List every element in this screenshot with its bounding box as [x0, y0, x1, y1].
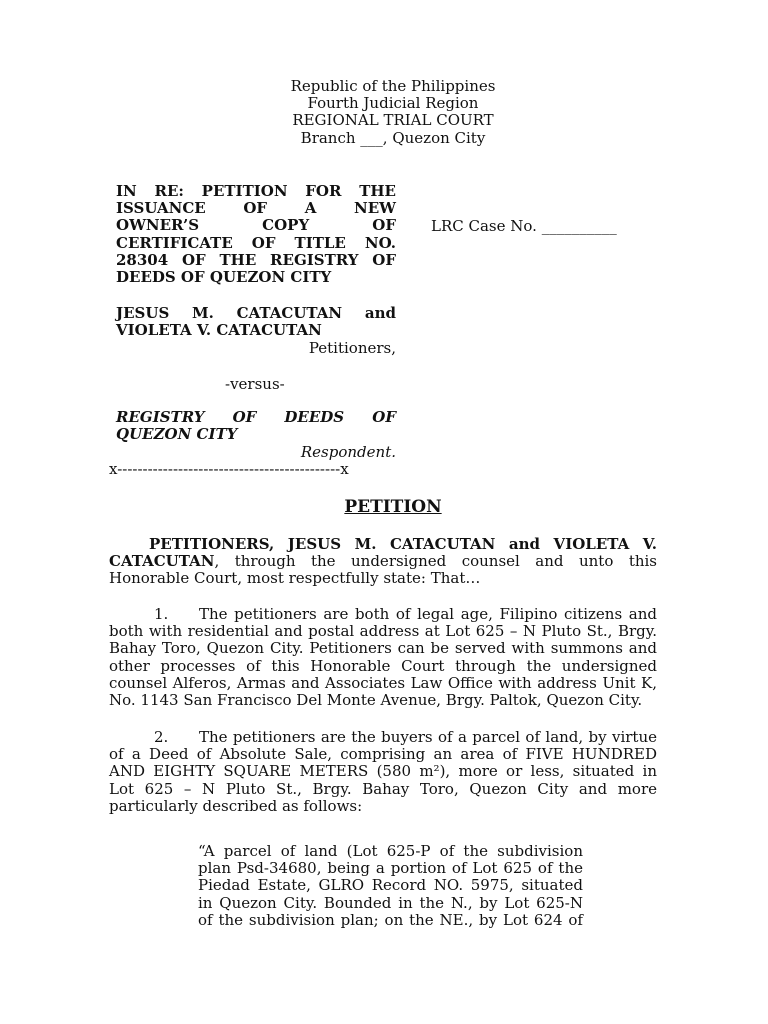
- paragraph-line: counsel Alferos, Armas and Associates Law Office with address Unit K,: [109, 673, 657, 692]
- case-title-line: CERTIFICATE OF TITLE NO.: [116, 233, 396, 252]
- respondent-name-line: QUEZON CITY: [116, 425, 238, 444]
- caption-separator: x--------------------------------------------x: [109, 461, 349, 478]
- paragraph-line: Lot 625 – N Pluto St., Brgy. Bahay Toro, Quezon City and more: [109, 779, 657, 798]
- case-title-line: ISSUANCE OF A NEW: [116, 199, 396, 218]
- paragraph-line: The petitioners are the buyers of a parcel of land, by virtue: [199, 728, 657, 746]
- header-republic: Republic of the Philippines: [290, 77, 496, 95]
- case-number: LRC Case No. __________: [431, 217, 617, 235]
- paragraph-line: No. 1143 San Francisco Del Monte Avenue, Brgy. Paltok, Quezon City.: [109, 691, 643, 710]
- paragraph-line: of a Deed of Absolute Sale, comprising an area of FIVE HUNDRED: [109, 745, 657, 764]
- case-title-block: [116, 183, 396, 286]
- intro-text: , through the undersigned counsel and unto this Honorable Court, most respectfully state: That…: [109, 552, 657, 588]
- quote-line: Piedad Estate, GLRO Record NO. 5975, situated: [198, 876, 583, 895]
- header-region: Fourth Judicial Region: [307, 94, 479, 113]
- quote-line: “A parcel of land (Lot 625-P of the subdivision: [198, 842, 583, 860]
- paragraph-line: other processes of this Honorable Court through the undersigned: [109, 656, 657, 675]
- paragraph-number: 2.: [154, 728, 169, 746]
- paragraph-line: AND EIGHTY SQUARE METERS (580 m²), more or less, situated in: [109, 762, 657, 781]
- header-branch: Branch ___, Quezon City: [300, 128, 486, 147]
- case-title-line: DEEDS OF QUEZON CITY: [116, 268, 332, 287]
- court-header: [0, 78, 768, 147]
- respondent-label: Respondent.: [300, 443, 396, 461]
- petitioner-name-line: JESUS M. CATACUTAN and: [116, 304, 396, 322]
- paragraph-1: [109, 606, 657, 709]
- case-title-line: OWNER’S COPY OF: [116, 216, 396, 235]
- paragraph-line: Bahay Toro, Quezon City. Petitioners can be served with summons and: [109, 639, 657, 658]
- quote-line: plan Psd-34680, being a portion of Lot 625 of the: [198, 859, 583, 878]
- quote-line: of the subdivision plan; on the NE., by Lot 624 of: [198, 910, 583, 929]
- intro-paragraph: [109, 536, 657, 588]
- property-description-quote: [198, 843, 583, 929]
- paragraph-2: [109, 729, 657, 815]
- paragraph-line: The petitioners are both of legal age, Filipino citizens and: [199, 605, 657, 623]
- petitioners-names: [116, 305, 396, 339]
- paragraph-number: 1.: [154, 605, 169, 623]
- document-title: PETITION: [344, 497, 442, 517]
- paragraph-line: particularly described as follows:: [109, 796, 363, 815]
- case-title-line: IN RE: PETITION FOR THE: [116, 182, 396, 200]
- intro-parties: PETITIONERS, JESUS M. CATACUTAN and VIOLETA V. CATACUTAN: [109, 535, 657, 571]
- case-title-line: 28304 OF THE REGISTRY OF: [116, 250, 396, 269]
- paragraph-line: both with residential and postal address at Lot 625 – N Pluto St., Brgy.: [109, 622, 657, 641]
- respondent-name-line: REGISTRY OF DEEDS OF: [116, 408, 396, 426]
- quote-line: in Quezon City. Bounded in the N., by Lot 625-N: [198, 893, 583, 912]
- petitioner-name-line: VIOLETA V. CATACUTAN: [116, 321, 322, 340]
- respondent-names: [116, 409, 396, 443]
- header-court: REGIONAL TRIAL COURT: [292, 111, 494, 130]
- versus-label: -versus-: [225, 375, 285, 393]
- petitioners-label: Petitioners,: [308, 339, 396, 357]
